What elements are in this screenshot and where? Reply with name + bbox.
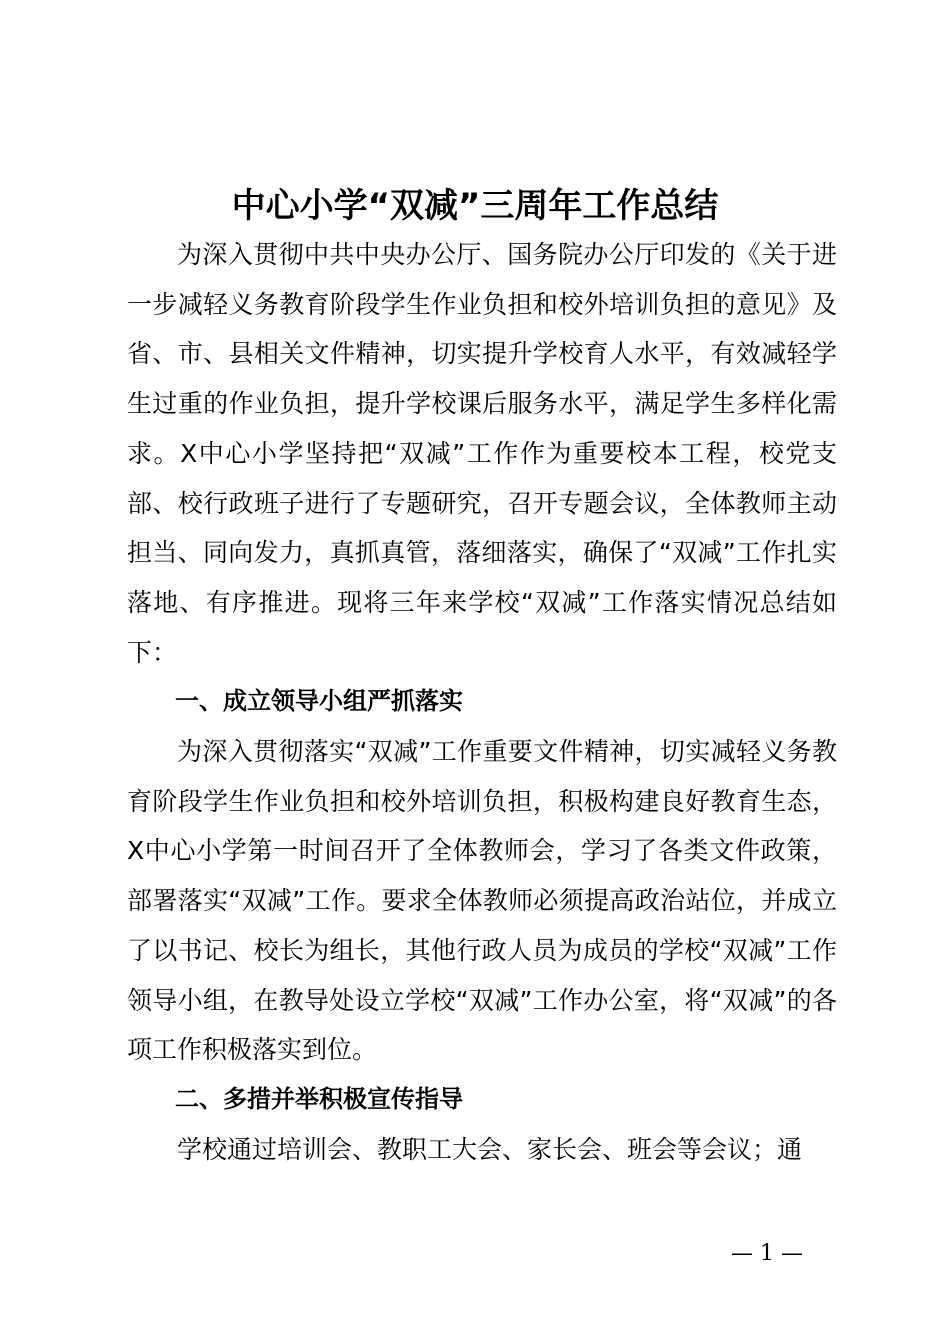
document-body (127, 230, 837, 1174)
intro-paragraph: 为深入贯彻中共中央办公厅、国务院办公厅印发的《关于进一步减轻义务教育阶段学生作业负担和校外培训负担的意见》及省、市、县相关文件精神，切实提升学校育人水平，有效减轻学生过重的作业负担，提升学校课后服务水平，满足学生多样化需求。X中心小学坚持把“双减”工作作为重要校本工程，校党支部、校行政班子进行了专题研究，召开专题会议，全体教师主动担当、同向发力，真抓真管，落细落实，确保了“双减”工作扎实落地、有序推进。现将三年来学校“双减”工作落实情况总结如下： (127, 240, 837, 667)
page-number: — 1 — (731, 1241, 803, 1266)
section-2-paragraph: 学校通过培训会、教职工大会、家长会、班会等会议；通 (177, 1134, 803, 1164)
section-1-paragraph: 为深入贯彻落实“双减”工作重要文件精神，切实减轻义务教育阶段学生作业负担和校外培训负担，积极构建良好教育生态，X中心小学第一时间召开了全体教师会，学习了各类文件政策，部署落实“双减”工作。要求全体教师必须提高政治站位，并成立了以书记、校长为组长，其他行政人员为成员的学校“双减”工作领导小组，在教导处设立学校“双减”工作办公室，将“双减”的各项工作积极落实到位。 (127, 737, 837, 1065)
section-1-heading: 一、成立领导小组严抓落实 (175, 687, 463, 716)
document-title: 中心小学“双减”三周年工作总结 (231, 186, 719, 226)
section-2-heading: 二、多措并举积极宣传指导 (175, 1084, 463, 1113)
